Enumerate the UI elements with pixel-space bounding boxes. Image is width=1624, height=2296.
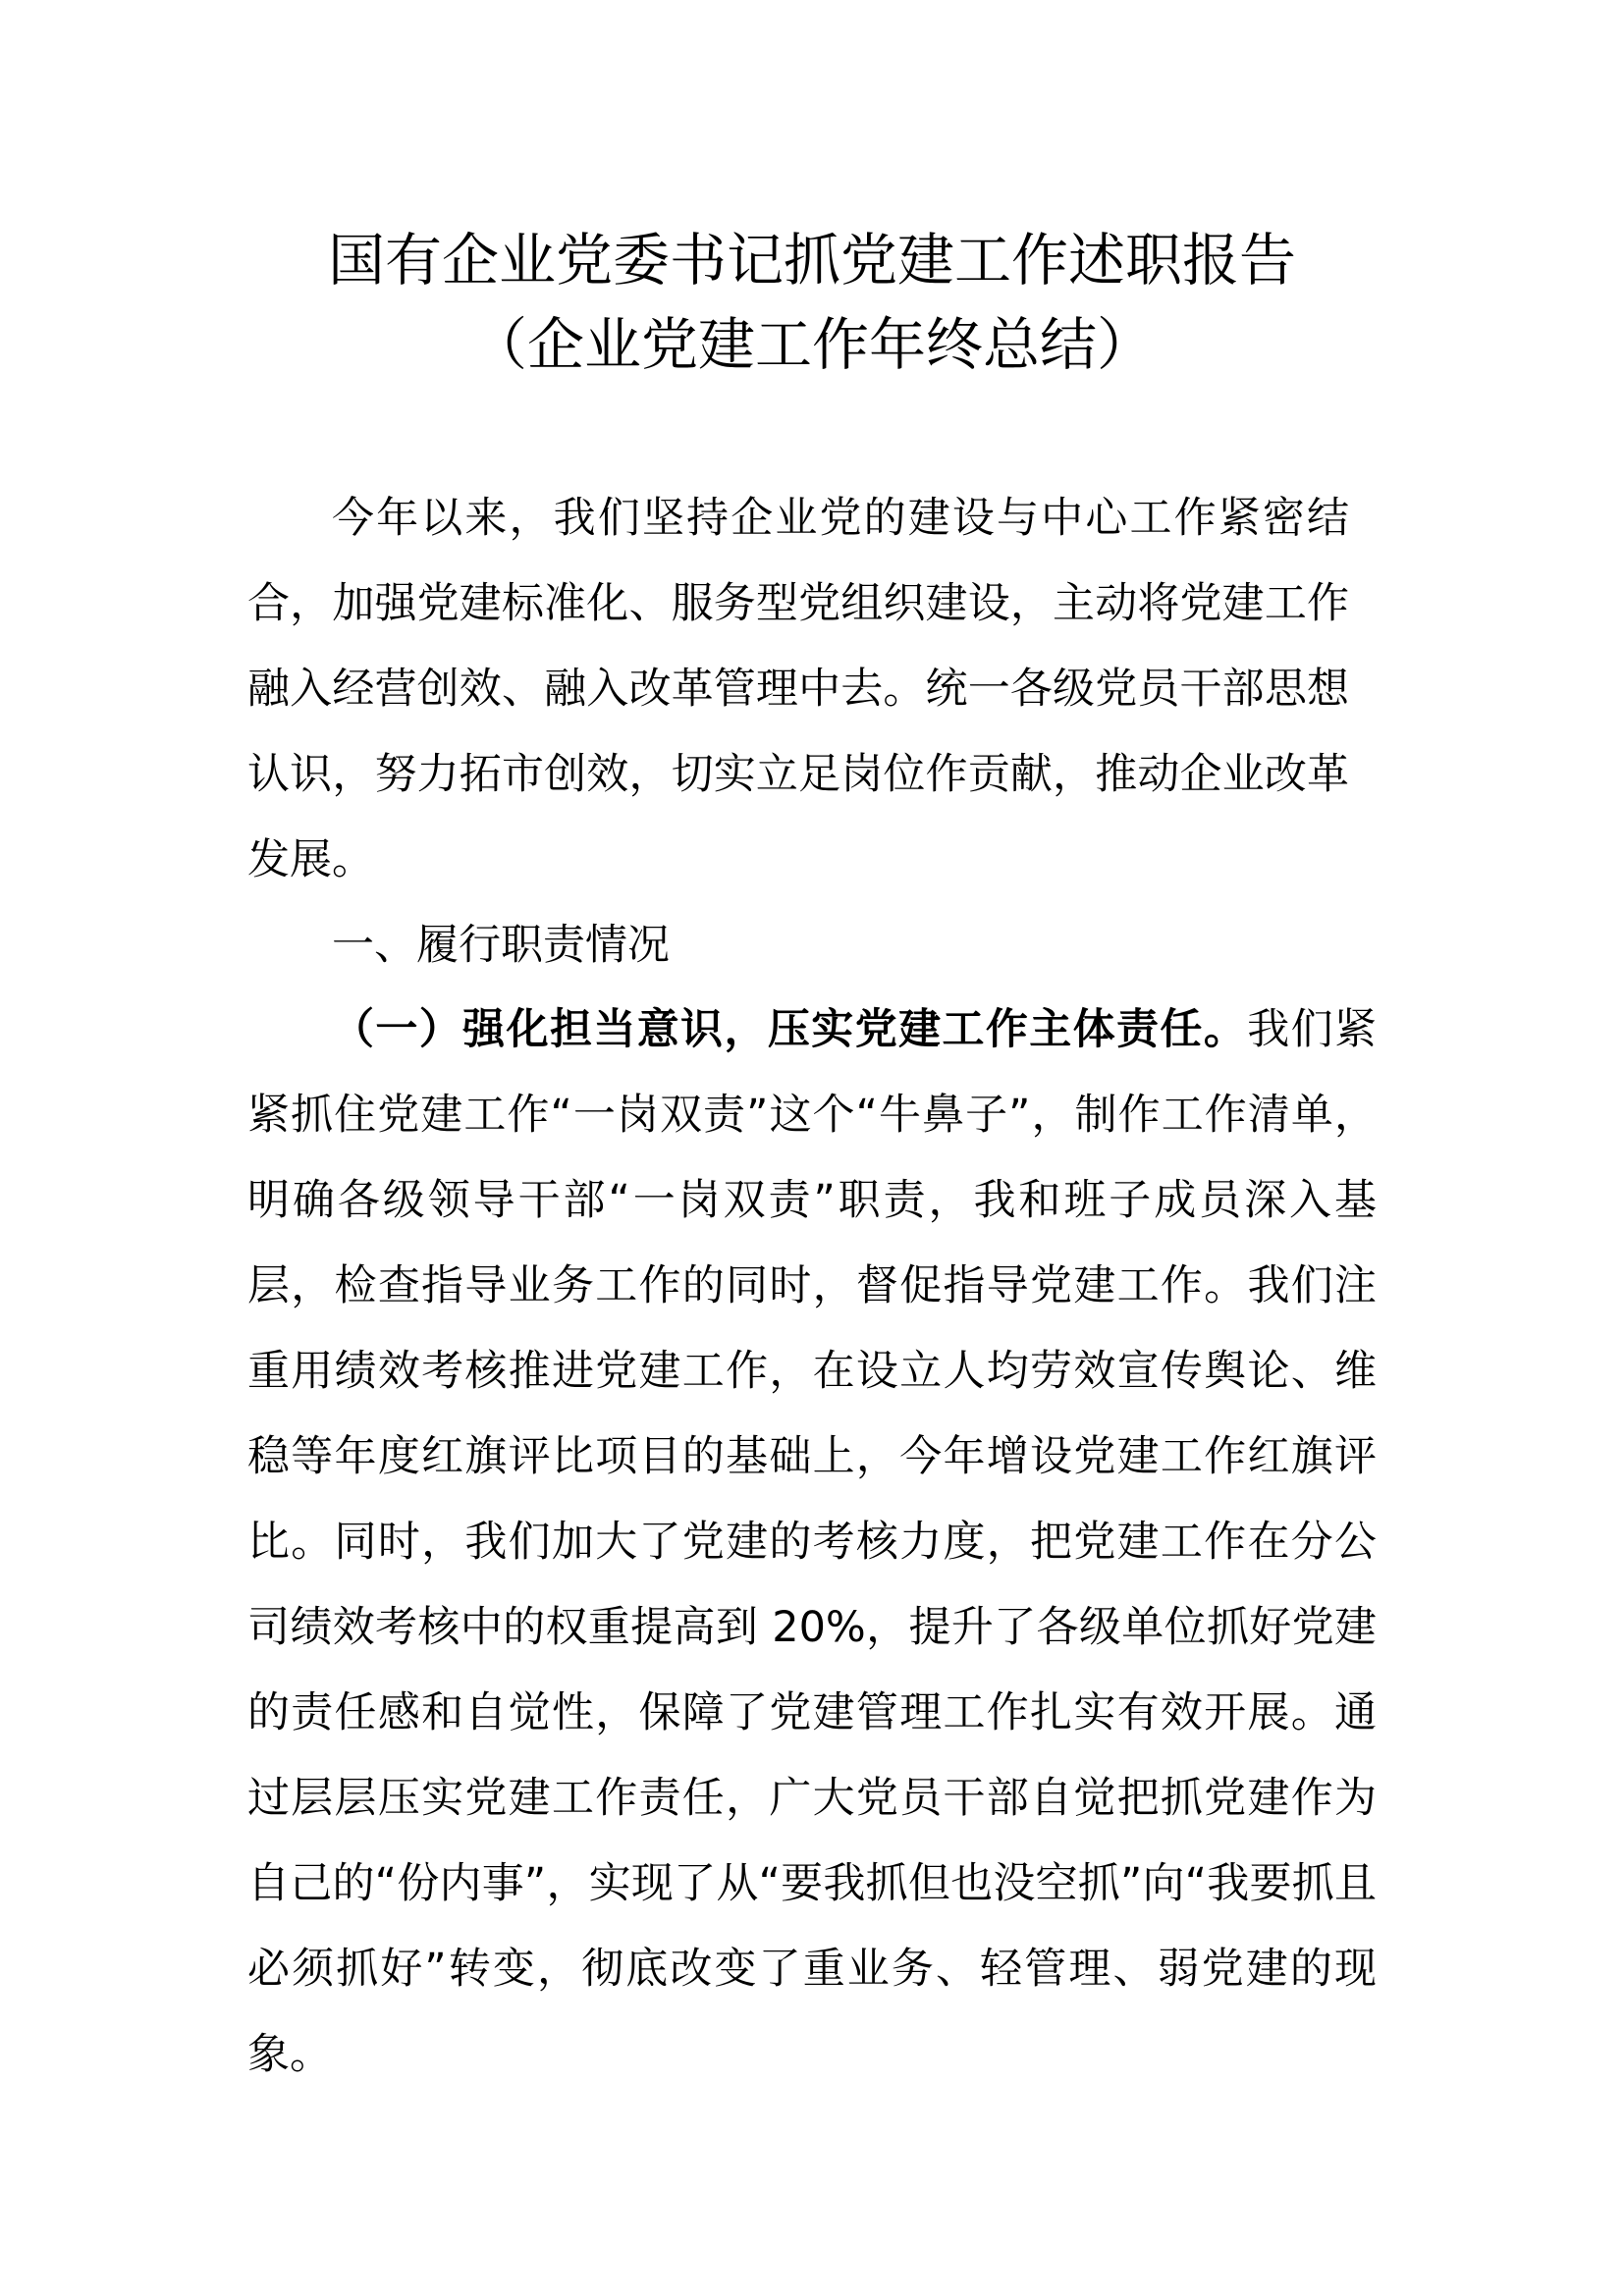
- subsection-body-1: 我们紧紧抓住党建工作“一岗双责”这个“牛鼻子”，制作工作清单，明确各级领导干部“一岗双责”职责，我和班子成员深入基层，检查指导业务工作的同时，督促指导党建工作。我们注重用绩效考核推进党建工作，在设立人均劳效宣传舆论、维稳等年度红旗评比项目的基础上，今年增设党建工作红旗评比。同时，我们加大了党建的考核力度，把党建工作在分公司绩效考核中的权重提高到 20%，提升了各级单位抓好党建的责任感和自觉性，保障了党建管理工作扎实有效开展。通过层层压实党建工作责任，广大党员干部自觉把抓党建作为自己的“份内事”，实现了从“要我抓但也没空抓”向“我要抓且必须抓好”转变，彻底改变了重业务、轻管理、弱党建的现象。: [247, 1005, 1378, 2079]
- subsection-paragraph-1: [247, 988, 1377, 2098]
- document-title-line-1: 国有企业党委书记抓党建工作述职报告: [327, 227, 1296, 294]
- section-heading-1: 一、履行职责情况: [332, 921, 670, 970]
- subsection-heading-1: （一）强化担当意识，压实党建工作主体责任。: [332, 1005, 1248, 1054]
- intro-paragraph: 今年以来，我们坚持企业党的建设与中心工作紧密结合，加强党建标准化、服务型党组织建设，主动将党建工作融入经营创效、融入改革管理中去。统一各级党员干部思想认识，努力拓市创效，切实立足岗位作贡献，推动企业改革发展。: [247, 494, 1349, 884]
- document-title-line-2: （企业党建工作年终总结）: [469, 311, 1154, 378]
